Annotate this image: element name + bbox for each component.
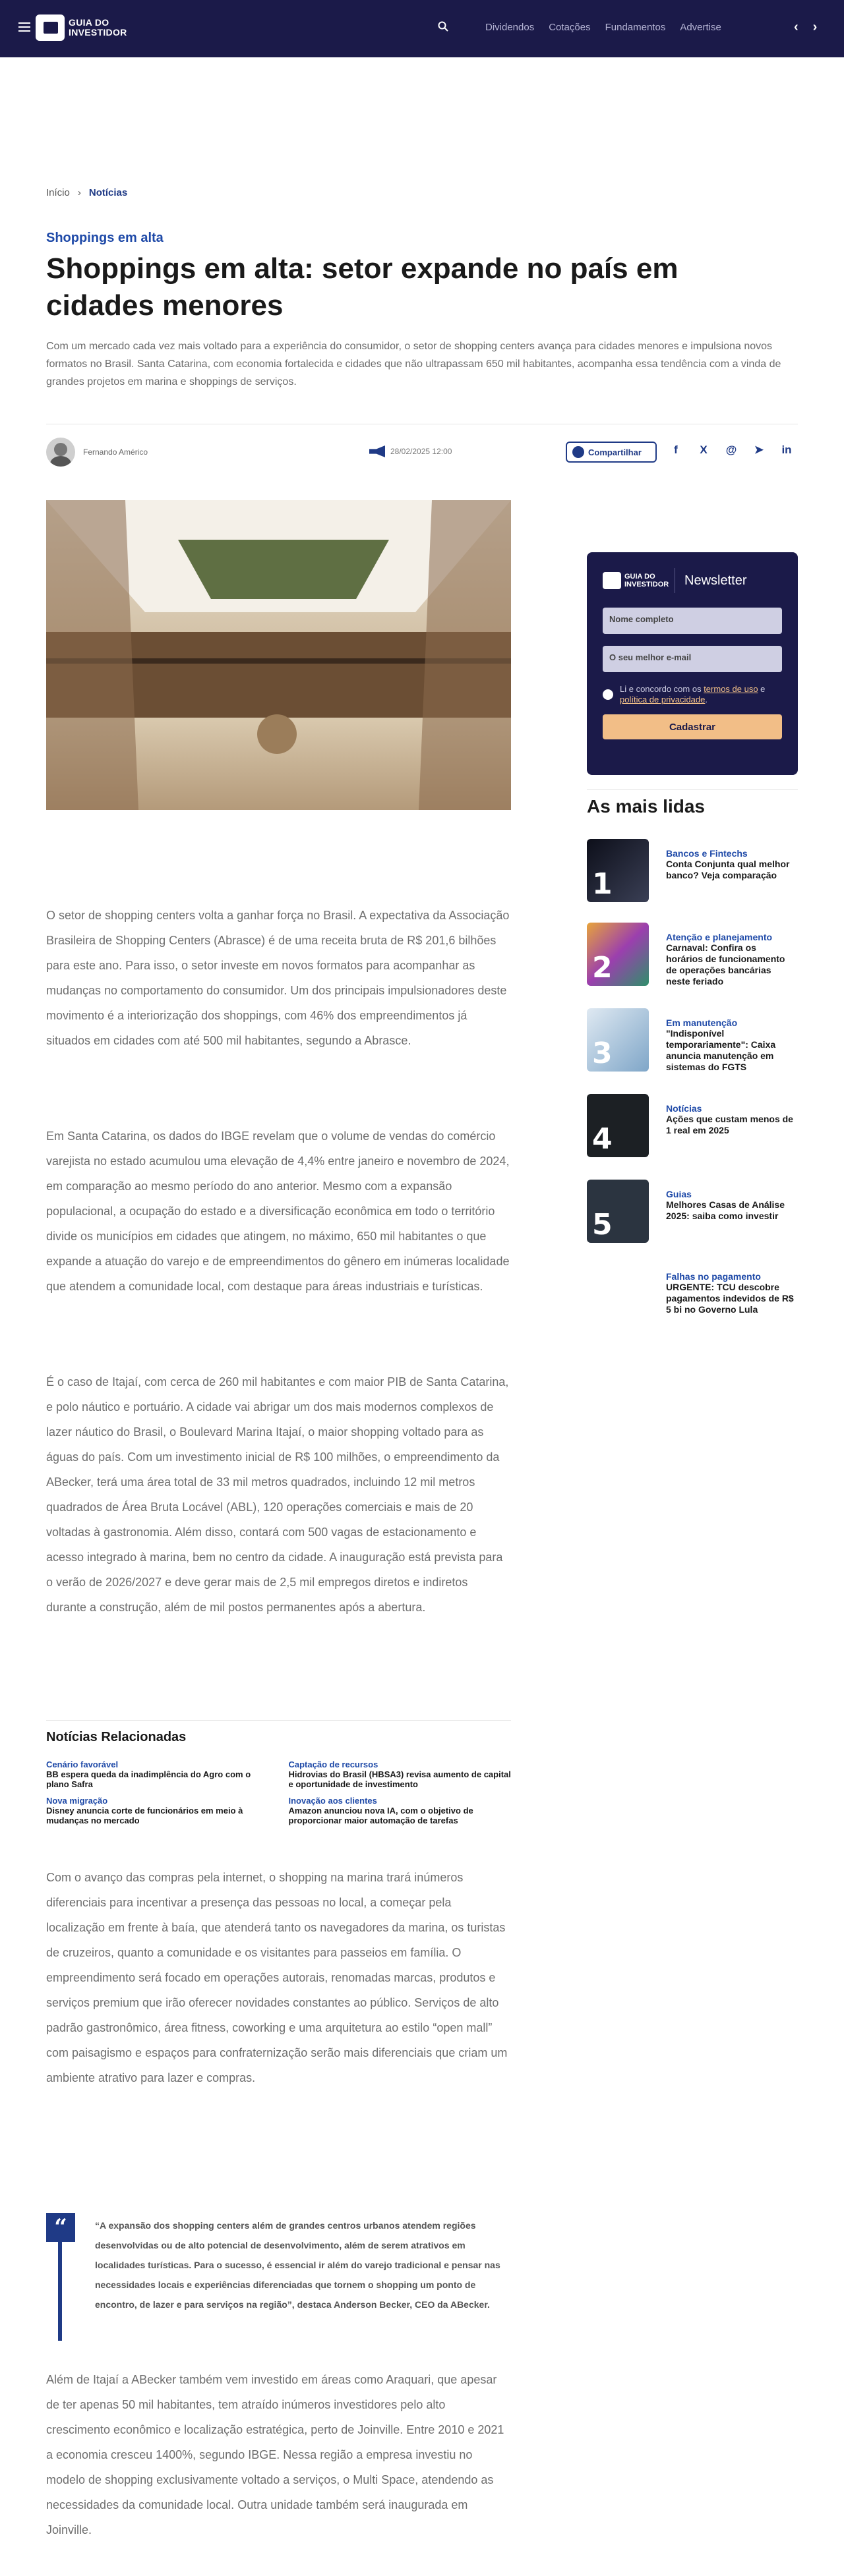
related-headline[interactable]: Hidrovias do Brasil (HBSA3) revisa aumento de capital e oportunidade de investimento [288, 1769, 511, 1789]
most-read-headline[interactable]: Ações que custam menos de 1 real em 2025 [666, 1114, 793, 1135]
pull-quote [46, 2213, 511, 2345]
quote-mark-icon: “ [46, 2213, 75, 2242]
most-read-item[interactable] [587, 839, 798, 905]
logo-mark-icon [36, 14, 65, 41]
thumbnail: 5 [587, 1180, 649, 1243]
most-read-headline[interactable]: Carnaval: Confira os horários de funcionamento de operações bancárias neste feriado [666, 942, 785, 987]
most-read-item[interactable] [587, 1008, 798, 1074]
hamburger-menu-icon[interactable] [18, 22, 30, 32]
most-read-category: Notícias [666, 1103, 702, 1114]
thumbnail: 6 [587, 1262, 649, 1325]
linkedin-icon[interactable]: in [781, 444, 792, 456]
most-read-headline[interactable]: Conta Conjunta qual melhor banco? Veja comparação [666, 859, 790, 880]
share-label: Compartilhar [588, 447, 642, 457]
thumbnail: 1 [587, 839, 649, 902]
subscribe-button[interactable]: Cadastrar [603, 714, 782, 739]
date-text: 28/02/2025 12:00 [390, 447, 452, 456]
megaphone-icon [369, 445, 385, 457]
related-category: Inovação aos clientes [288, 1796, 377, 1806]
nav-fundamentos[interactable]: Fundamentos [605, 22, 666, 33]
author-avatar [46, 438, 75, 467]
most-read-headline[interactable]: "Indisponível temporariamente": Caixa anuncia manutenção em sistemas do FGTS [666, 1028, 776, 1072]
article-paragraph-4: Com o avanço das compras pela internet, o shopping na marina trará inúmeros diferenciais para incentivar a presença das pessoas no local, a começar pela localização em frente à baía, que atenderá tanto os navegadores da marina, os turistas de cruzeiros, quanto a comunidade e os visitantes para passeios em família. O empreendimento será focado em operações autorais, renomadas marcas, produtos e serviços premium que irão oferecer novidades constantes ao público. Serviços de alto padrão gastronômico, área fitness, coworking e uma arquitetura ao estilo “open mall” com paisagismo e espaços para confraternização serão mais diferenciais que criam um ambiente atrativo para lazer e compras. [46, 1871, 508, 2084]
related-category: Nova migração [46, 1796, 108, 1806]
logo-mark-icon [603, 572, 621, 589]
share-whatsapp-button[interactable] [566, 442, 657, 463]
related-item[interactable] [46, 1760, 269, 1789]
privacy-link[interactable]: política de privacidade [620, 695, 706, 704]
consent-row: Li e concordo com os termos de uso e política de privacidade. [603, 684, 782, 705]
hero-image-shopping-mall [46, 500, 511, 810]
related-news [46, 1720, 511, 1825]
related-category: Cenário favorável [46, 1760, 119, 1769]
breadcrumb-current[interactable]: Notícias [88, 187, 128, 198]
most-read-category: Falhas no pagamento [666, 1271, 761, 1282]
breadcrumb-separator-icon: › [77, 187, 81, 198]
facebook-icon[interactable]: f [674, 444, 678, 456]
most-read-headline[interactable]: URGENTE: TCU descobre pagamentos indevidos de R$ 5 bi no Governo Lula [666, 1282, 794, 1315]
terms-link[interactable]: termos de uso [704, 684, 758, 694]
most-read-item[interactable] [587, 1180, 798, 1245]
email-input[interactable]: O seu melhor e-mail [603, 646, 782, 672]
name-input[interactable]: Nome completo [603, 608, 782, 634]
article-lead: Com um mercado cada vez mais voltado para a experiência do consumidor, o setor de shopping centers avança para cidades menores e impulsiona novos formatos no Brasil. Santa Catarina, com economia fortalecida e cidades que não ultrapassam 650 mil habitantes, acompanha essa tendência com a vinda de grandes projetos em marina e shoppings de serviços. [46, 341, 781, 387]
divider [587, 789, 798, 790]
related-item[interactable] [289, 1796, 512, 1825]
threads-icon[interactable]: @ [725, 444, 737, 456]
most-read-category: Em manutenção [666, 1017, 738, 1028]
breadcrumb-home[interactable]: Início [46, 187, 70, 198]
telegram-icon[interactable]: ➤ [754, 444, 764, 456]
related-title: Notícias Relacionadas [46, 1730, 187, 1744]
top-navbar [0, 0, 844, 57]
site-logo[interactable] [36, 14, 127, 41]
article-kicker: Shoppings em alta [46, 231, 164, 245]
whatsapp-icon [572, 446, 584, 458]
breadcrumb [46, 187, 127, 198]
social-share-bar [669, 443, 794, 457]
article-paragraph-3: É o caso de Itajaí, com cerca de 260 mil habitantes e com maior PIB de Santa Catarina, e polo náutico e portuário. A cidade vai abrigar um dos mais modernos complexos de lazer náutico do Brasil, o Boulevard Marina Itajaí, o maior shopping voltado para as águas do país. Com um investimento inicial de R$ 100 milhões, o empreendimento da ABecker, terá uma área total de 33 mil metros quadrados, incluindo 12 mil metros quadrados de Área Bruta Locável (ABL), 120 operações comerciais e mais de 20 voltadas à gastronomia. Além disso, contará com 500 vagas de estacionamento e acesso integrado à marina, bem no centro da cidade. A inauguração está prevista para o verão de 2026/2027 e deve gerar mais de 2,5 mil empregos diretos e indiretos durante a construção, além de mil postos permanentes após a abertura. [46, 1375, 509, 1614]
author-name[interactable]: Fernando Américo [83, 447, 148, 457]
thumbnail: 2 [587, 923, 649, 986]
newsletter-logo: GUIA DO INVESTIDOR [603, 568, 675, 593]
most-read-item[interactable] [587, 923, 798, 988]
related-headline[interactable]: BB espera queda da inadimplência do Agro com o plano Safra [46, 1769, 251, 1789]
article-title: Shoppings em alta: setor expande no país em cidades menores [46, 252, 678, 322]
related-item[interactable] [46, 1796, 269, 1825]
consent-checkbox[interactable] [603, 689, 613, 700]
article-paragraph-5: Além de Itajaí a ABecker também vem investido em áreas como Araquari, que apesar de ter apenas 50 mil habitantes, tem atraído inúmeros investidores pelo alto crescimento econômico e localização estratégica, perto de Joinville. Entre 2010 e 2021 a economia cresceu 1400%, segundo IBGE. Nessa região a empresa investiu no modelo de shopping exclusivamente voltado a serviços, o Multi Space, atendendo as necessidades da comunidade local. Outra unidade também será inaugurada em Joinville. [46, 2373, 504, 2536]
newsletter-title: Newsletter [684, 573, 747, 588]
nav-dividendos[interactable]: Dividendos [485, 22, 535, 33]
prev-arrow-icon[interactable]: ‹ [794, 20, 799, 34]
most-read-item[interactable] [587, 1262, 798, 1328]
quote-text: “A expansão dos shopping centers além de grandes centros urbanos atendem regiões desenvolvidas ou de alto potencial de desenvolvimento, além de serem atrativos em localidades turísticas. Para o sucesso, é essencial ir além do varejo tradicional e pensar nas necessidades locais e experiências diferenciadas que tornem o shopping um ponto de encontro, de lazer e para serviços na região”, destaca Anderson Becker, CEO da ABecker. [95, 2220, 500, 2310]
nav-cotacoes[interactable]: Cotações [549, 22, 591, 33]
logo-line1: GUIA DO [69, 17, 109, 28]
article-paragraph-1: O setor de shopping centers volta a ganhar força no Brasil. A expectativa da Associação Brasileira de Shopping Centers (Abrasce) é de uma receita bruta de R$ 201,6 bilhões para este ano. Para isso, o setor investe em novos formatos para acompanhar as mudanças no comportamento do consumidor. Um dos principais impulsionadores deste movimento é a interiorização dos shoppings, com 46% dos empreendimentos já situados em cidades com até 500 mil habitantes, segundo a Abrasce. [46, 909, 510, 1047]
related-category: Captação de recursos [288, 1760, 378, 1769]
thumbnail: 3 [587, 1008, 649, 1072]
related-headline[interactable]: Disney anuncia corte de funcionários em meio à mudanças no mercado [46, 1806, 243, 1825]
x-twitter-icon[interactable]: X [700, 444, 708, 456]
most-read-headline[interactable]: Melhores Casas de Análise 2025: saiba como investir [666, 1199, 785, 1221]
newsletter-box [587, 552, 798, 775]
search-icon[interactable] [438, 21, 448, 32]
nav-advertise[interactable]: Advertise [680, 22, 721, 33]
most-read-item[interactable] [587, 1094, 798, 1160]
logo-line2: INVESTIDOR [69, 27, 127, 38]
next-arrow-icon[interactable]: › [812, 20, 818, 34]
most-read-title: As mais lidas [587, 796, 705, 816]
article-paragraph-2: Em Santa Catarina, os dados do IBGE revelam que o volume de vendas do comércio varejista no estado acumulou uma elevação de 4,4% entre janeiro e novembro de 2024, em comparação ao mesmo período do ano anterior. Mesmo com a expansão populacional, a ocupação do estado e a diversificação econômica em todo o território divide os municípios em cidades que atingem, no máximo, 650 mil habitantes o que expande a atuação do varejo e de empreendimentos do gênero em inúmeras localidade que atendem a comunidade local, com destaque para áreas industriais e turísticas. [46, 1130, 510, 1293]
related-item[interactable] [289, 1760, 512, 1789]
publish-date [369, 445, 452, 457]
most-read-category: Bancos e Fintechs [666, 848, 748, 859]
thumbnail: 4 [587, 1094, 649, 1157]
author-block [46, 438, 148, 467]
related-headline[interactable]: Amazon anunciou nova IA, com o objetivo de proporcionar maior automação de tarefas [288, 1806, 473, 1825]
most-read-category: Atenção e planejamento [666, 932, 773, 942]
main-nav [485, 22, 721, 33]
most-read-category: Guias [666, 1189, 692, 1199]
